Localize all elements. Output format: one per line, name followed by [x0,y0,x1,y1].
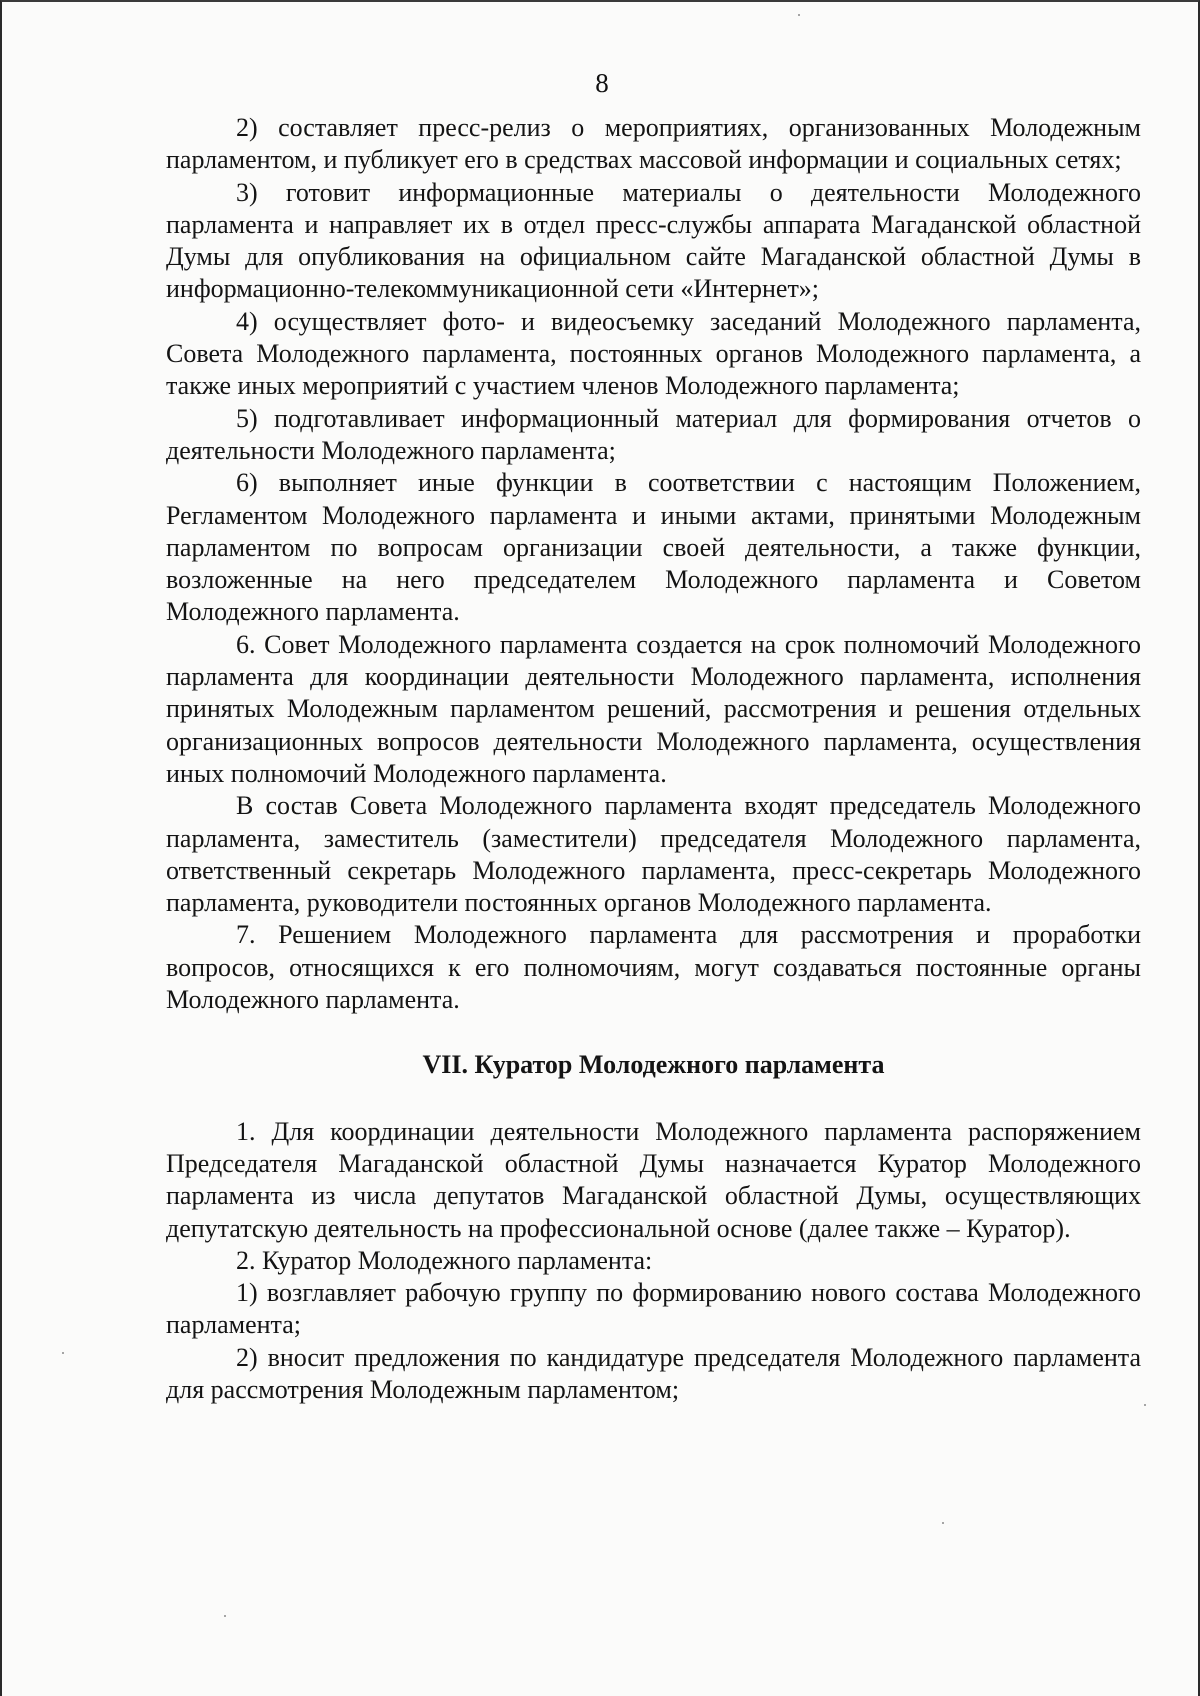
page-number: 8 [595,68,609,98]
section-heading: VII. Куратор Молодежного парламента [422,1050,885,1080]
paragraph-press-release: 2) составляет пресс-релиз о мероприятиях, организованных Молодежным парламентом, и публикует его в средствах массовой информации и социальных сетях; [166,113,1141,175]
paragraph-permanent-bodies: 7. Решением Молодежного парламента для рассмотрения и проработки вопросов, относящихся к его полномочиям, могут создаваться постоянные органы Молодежного парламента. [166,920,1141,1015]
paragraph-other-functions: 6) выполняет иные функции в соответствии с настоящим Положением, Регламентом Молодежного парламента и иными актами, принятыми Молодежным парламентом по вопросам организации своей деятельности, а также функции, возложенные на него председателем Молодежного парламента и Советом Молодежного парламента. [166,468,1141,627]
paragraph-information-materials: 3) готовит информационные материалы о деятельности Молодежного парламента и направляет их в отдел пресс-службы аппарата Магаданской областной Думы для опубликования на официальном сайте Магаданской областной Думы в информационно-телекоммуникационной сети «Интернет»; [166,177,1141,304]
paragraph-council-creation: 6. Совет Молодежного парламента создается на срок полномочий Молодежного парламента для координации деятельности Молодежного парламента, исполнения принятых Молодежным парламентом решений, рассмотрения и решения отдельных организационных вопросов деятельности Молодежного парламента, осуществления иных полномочий Молодежного парламента. [166,629,1141,788]
scan-speck [62,1352,64,1354]
scan-speck [1144,1404,1146,1406]
paragraph-photo-video: 4) осуществляет фото- и видеосъемку заседаний Молодежного парламента, Совета Молодежного парламента, постоянных органов Молодежного парламента, а также иных мероприятий с участием членов Молодежного парламента; [166,306,1141,401]
document-body [166,112,1141,1406]
scan-speck [224,1615,226,1617]
scan-speck [942,1522,944,1524]
paragraph-reports-material: 5) подготавливает информационный материал для формирования отчетов о деятельности Молодежного парламента; [166,403,1141,465]
paragraph-curator-working-group: 1) возглавляет рабочую группу по формированию нового состава Молодежного парламента; [166,1278,1141,1340]
scan-speck [798,14,800,16]
paragraph-council-composition: В состав Совета Молодежного парламента входят председатель Молодежного парламента, заместитель (заместители) председателя Молодежного парламента, ответственный секретарь Молодежного парламента, пресс-секретарь Молодежного парламента, руководители постоянных органов Молодежного парламента. [166,791,1141,918]
paragraph-curator-intro: 2. Куратор Молодежного парламента: [236,1245,653,1275]
paragraph-curator-appointment: 1. Для координации деятельности Молодежного парламента распоряжением Председателя Магаданской областной Думы назначается Куратор Молодежного парламента из числа депутатов Магаданской областной Думы, осуществляющих депутатскую деятельность на профессиональной основе (далее также – Куратор). [166,1116,1141,1243]
paragraph-curator-chair-proposals: 2) вносит предложения по кандидатуре председателя Молодежного парламента для рассмотрения Молодежным парламентом; [166,1342,1141,1404]
